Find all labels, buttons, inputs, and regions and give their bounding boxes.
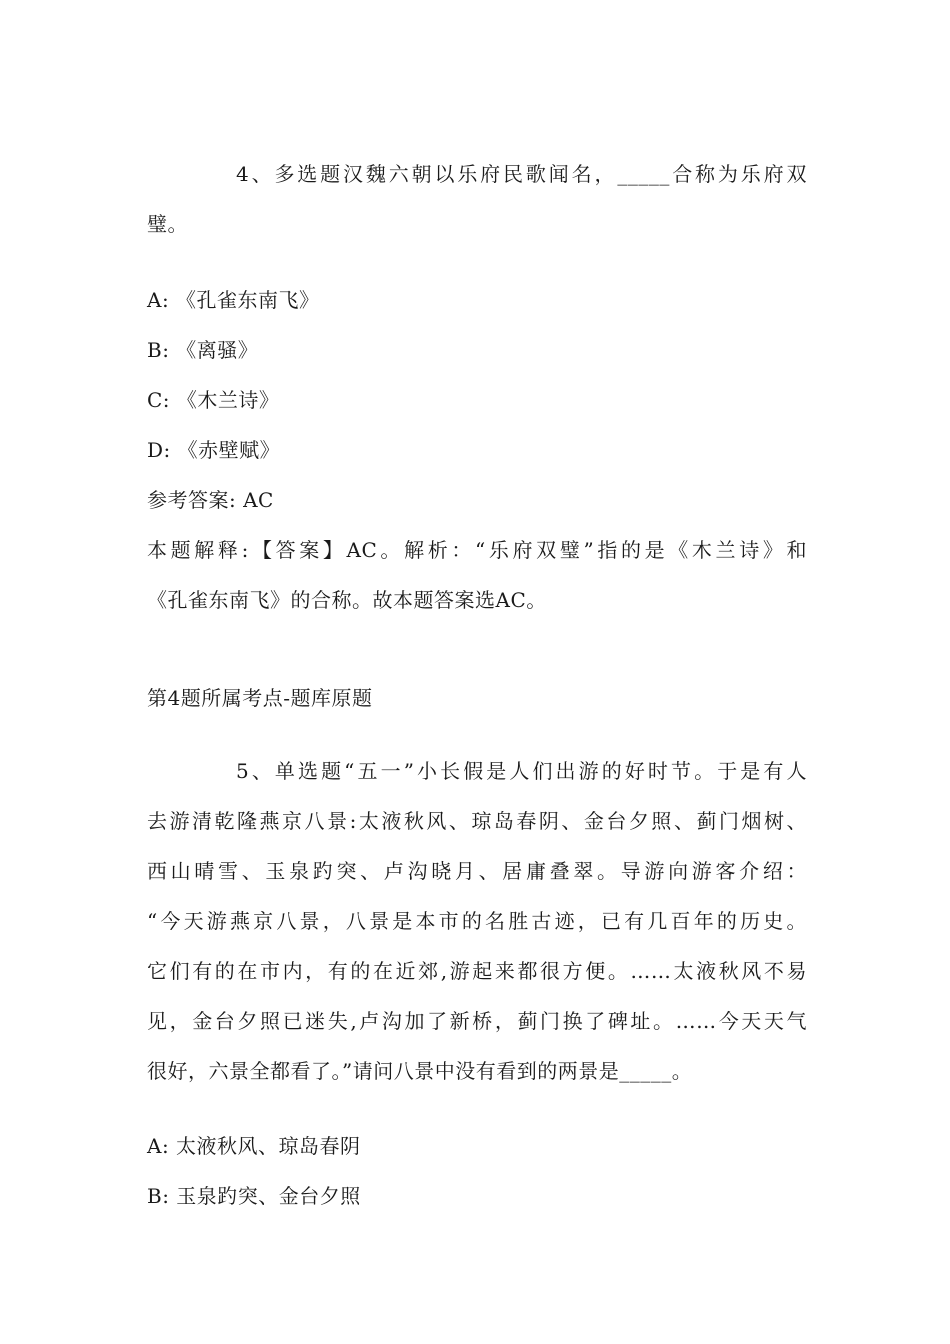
q4-option-d: D: 《赤壁赋》 bbox=[147, 438, 281, 462]
q5-stem-line-3: 西山晴雪、玉泉趵突、卢沟晓月、居庸叠翠。导游向游客介绍： bbox=[147, 859, 807, 883]
q5-stem-line-7: 很好，六景全都看了。”请问八景中没有看到的两景是_____。 bbox=[147, 1059, 693, 1083]
q4-topic: 第4题所属考点-题库原题 bbox=[147, 686, 373, 710]
q4-stem-line-2: 璧。 bbox=[147, 212, 188, 236]
q4-option-c: C: 《木兰诗》 bbox=[147, 388, 280, 412]
q5-stem-line-2: 去游清乾隆燕京八景:太液秋风、琼岛春阴、金台夕照、蓟门烟树、 bbox=[147, 809, 807, 833]
q4-option-b: B: 《离骚》 bbox=[147, 338, 259, 362]
q4-explanation-line-1: 本题解释:【答案】AC。解析：“乐府双璧”指的是《木兰诗》和 bbox=[147, 538, 807, 562]
q5-stem-line-5: 它们有的在市内，有的在近郊,游起来都很方便。……太液秋风不易 bbox=[147, 959, 807, 983]
q5-option-a: A: 太液秋风、琼岛春阴 bbox=[147, 1134, 361, 1158]
q4-stem-line-1: 4、多选题汉魏六朝以乐府民歌闻名，_____合称为乐府双 bbox=[236, 162, 807, 186]
q5-stem-line-1: 5、单选题“五一”小长假是人们出游的好时节。于是有人 bbox=[236, 759, 807, 783]
q4-option-a: A: 《孔雀东南飞》 bbox=[147, 288, 320, 312]
q5-stem-line-4: “今天游燕京八景，八景是本市的名胜古迹，已有几百年的历史。 bbox=[147, 909, 807, 933]
q5-stem-line-6: 见，金台夕照已迷失,卢沟加了新桥，蓟门换了碑址。……今天天气 bbox=[147, 1009, 807, 1033]
q4-explanation-line-2: 《孔雀东南飞》的合称。故本题答案选AC。 bbox=[147, 588, 547, 612]
q4-answer: 参考答案: AC bbox=[147, 488, 274, 512]
q5-option-b: B: 玉泉趵突、金台夕照 bbox=[147, 1184, 361, 1208]
